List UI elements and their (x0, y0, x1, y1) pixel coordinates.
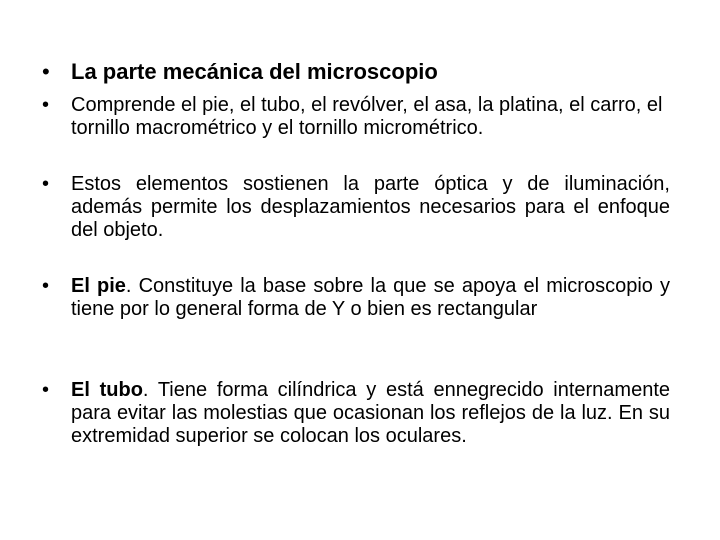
paragraph-bold: El tubo (71, 379, 143, 401)
paragraph-text (71, 94, 670, 140)
bullet-icon: • (42, 94, 50, 116)
paragraph-4 (42, 379, 670, 448)
paragraph-2 (42, 173, 670, 242)
paragraph-bold: El pie (71, 275, 126, 297)
bullet-icon: • (42, 59, 50, 84)
slide-title: La parte mecánica del microscopio (71, 59, 438, 84)
paragraph-text (71, 173, 670, 242)
bullet-icon: • (42, 379, 50, 401)
paragraph-body: Estos elementos sostienen la parte óptica y de iluminación, además permite los desplazamientos necesarios para el enfoque del objeto. (71, 173, 670, 241)
paragraph-3 (42, 275, 670, 321)
title-item (42, 59, 670, 85)
paragraph-text (71, 275, 670, 321)
paragraph-body: . Tiene forma cilíndrica y está ennegrecido internamente para evitar las molestias que ocasionan los reflejos de la luz. En su extremidad superior se colocan los oculares. (71, 379, 671, 447)
paragraph-text (71, 379, 670, 448)
bullet-icon: • (42, 173, 50, 195)
paragraph-body: Comprende el pie, el tubo, el revólver, el asa, la platina, el carro, el tornillo macrométrico y el tornillo micrométrico. (71, 94, 663, 139)
paragraph-1 (42, 94, 670, 140)
paragraph-body: . Constituye la base sobre la que se apoya el microscopio y tiene por lo general forma de Y o bien es rectangular (71, 275, 671, 320)
bullet-icon: • (42, 275, 50, 297)
